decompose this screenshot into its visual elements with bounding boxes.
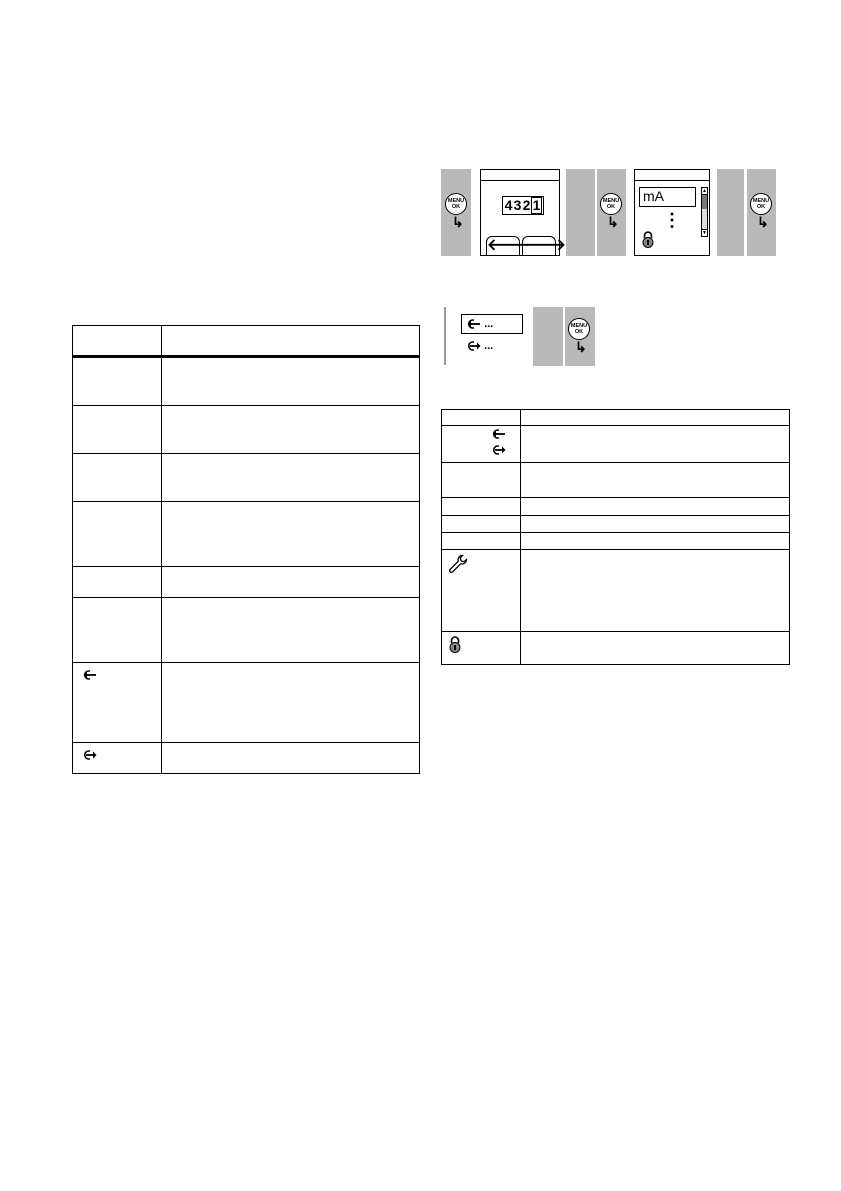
exit-icon <box>465 340 481 352</box>
return-arrow-icon: ↳ <box>575 339 587 355</box>
menu-label: MENU <box>570 323 588 329</box>
list-item-value: mA <box>643 188 664 204</box>
lock-icon <box>641 231 655 253</box>
menu-label: MENU <box>752 198 770 204</box>
code-digit: 2 <box>522 197 531 213</box>
enter-icon <box>490 428 506 440</box>
ok-label: OK <box>756 204 766 210</box>
table-row <box>442 426 790 463</box>
left-table <box>72 325 420 774</box>
return-arrow-icon: ↳ <box>452 214 464 230</box>
right-table <box>441 409 790 665</box>
ok-label: OK <box>451 204 461 210</box>
table-row <box>442 463 790 498</box>
enter-icon <box>81 669 97 681</box>
code-digit: 3 <box>513 197 522 213</box>
io-row[interactable] <box>465 340 493 352</box>
left-arrow-icon: 🡐 <box>487 237 530 254</box>
exit-icon <box>81 749 97 761</box>
code-entry-screen <box>480 169 566 256</box>
table-row <box>442 632 790 665</box>
return-arrow-icon: ↳ <box>757 214 769 230</box>
scrollbar[interactable]: ▲ ▼ <box>702 188 707 236</box>
code-display <box>502 196 544 215</box>
table-row <box>442 498 790 516</box>
table-row <box>73 598 420 663</box>
gray-panel <box>566 169 595 256</box>
left-arrow-button[interactable] <box>486 236 530 256</box>
wrench-icon <box>448 554 468 574</box>
enter-icon <box>465 318 481 330</box>
table-row <box>73 663 420 743</box>
ok-label: OK <box>606 204 616 210</box>
list-screen <box>634 169 710 256</box>
code-digit-selected[interactable]: 1 <box>532 197 541 213</box>
table-row <box>442 550 790 632</box>
io-row-selected[interactable] <box>461 314 523 334</box>
io-row-label: ... <box>484 340 494 352</box>
exit-icon <box>490 444 506 456</box>
table-row <box>73 743 420 774</box>
table-row <box>73 357 420 406</box>
menu-ok-icon[interactable] <box>750 193 772 215</box>
table-row <box>73 502 420 567</box>
right-arrow-icon: 🡒 <box>523 237 566 254</box>
ok-label: OK <box>574 329 584 335</box>
more-items-icon: ⋮ <box>663 210 681 230</box>
gray-panel <box>717 169 744 256</box>
table-row <box>442 516 790 533</box>
code-digit: 4 <box>504 197 513 213</box>
table-row <box>73 567 420 598</box>
menu-ok-icon[interactable] <box>568 318 590 340</box>
right-arrow-button[interactable] <box>522 236 566 256</box>
table-row <box>73 406 420 454</box>
return-arrow-icon: ↳ <box>607 214 619 230</box>
list-item-selected[interactable] <box>639 187 696 207</box>
io-row-label: ... <box>484 318 494 330</box>
table-row <box>73 454 420 502</box>
menu-label: MENU <box>602 198 620 204</box>
menu-label: MENU <box>447 198 465 204</box>
menu-ok-icon[interactable] <box>445 193 467 215</box>
menu-ok-icon[interactable] <box>600 193 622 215</box>
table-header-row <box>73 326 420 357</box>
lock-icon <box>448 636 462 653</box>
gray-panel <box>533 307 563 366</box>
table-header-row <box>442 410 790 426</box>
table-row <box>442 533 790 550</box>
